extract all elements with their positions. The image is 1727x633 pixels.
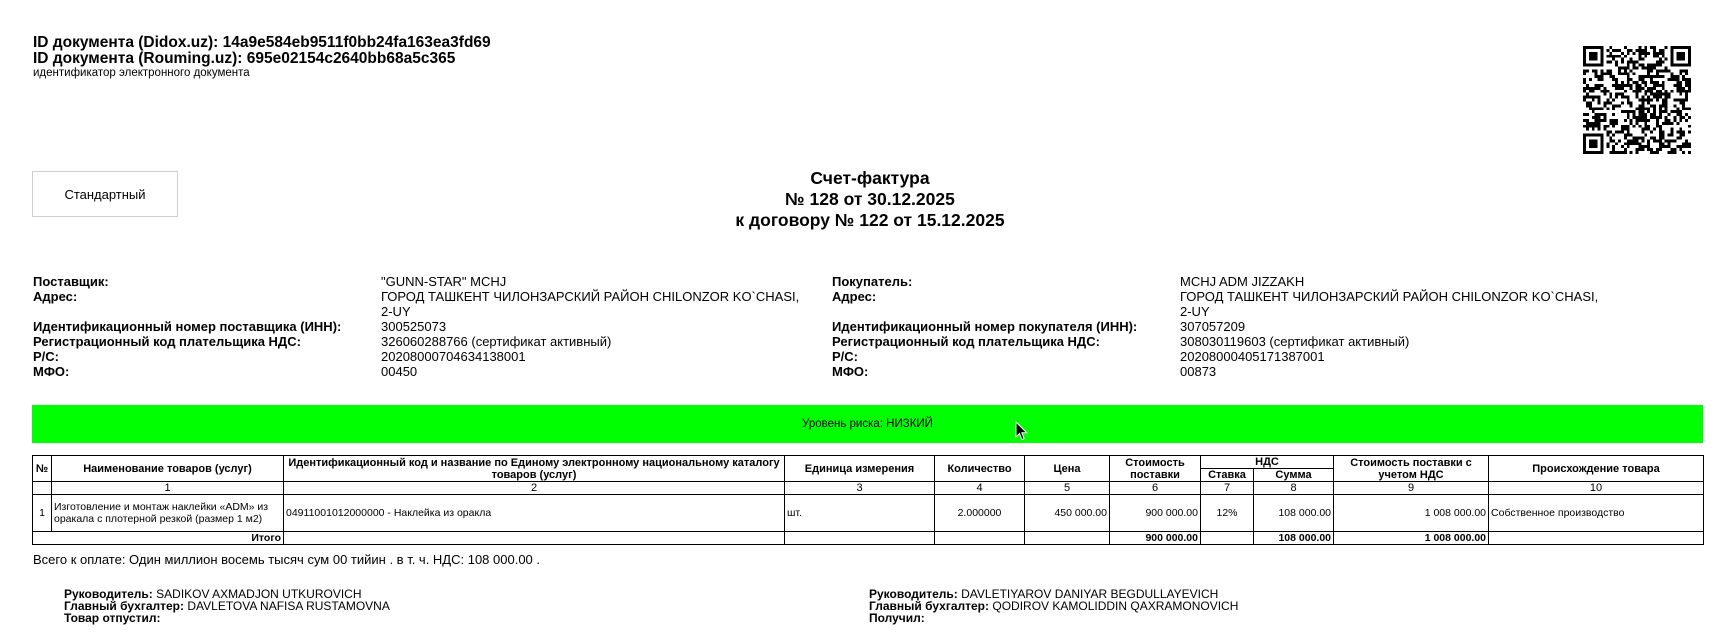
buyer-value: ГОРОД ТАШКЕНТ ЧИЛОНЗАРСКИЙ РАЙОН CHILONZOR KO`CHASI, 2-UY — [1180, 289, 1599, 319]
cell-cost: 900 000.00 — [1110, 495, 1201, 532]
received-label: Получил: — [869, 611, 925, 625]
col-header-name: Наименование товаров (услуг) — [52, 456, 284, 482]
seller-value: ГОРОД ТАШКЕНТ ЧИЛОНЗАРСКИЙ РАЙОН CHILONZOR KO`CHASI, 2-UY — [381, 289, 800, 319]
cell-unit: шт. — [785, 495, 935, 532]
director-label: Руководитель: — [64, 587, 153, 601]
accountant-name: DAVLETOVA NAFISA RUSTAMOVNA — [187, 599, 390, 613]
seller-value: 00450 — [381, 364, 418, 379]
column-number-empty — [33, 482, 52, 495]
buyer-value: 307057209 — [1180, 319, 1246, 334]
column-number: 7 — [1201, 482, 1254, 495]
cell-qty: 2.000000 — [935, 495, 1025, 532]
column-number: 5 — [1025, 482, 1110, 495]
director-label: Руководитель: — [869, 587, 958, 601]
qr-code — [1583, 46, 1691, 154]
id-caption: идентификатор электронного документа — [33, 67, 250, 79]
totals-label: Итого — [33, 532, 284, 545]
buyer-row — [832, 334, 1600, 349]
table-row — [33, 495, 1704, 532]
col-header-price: Цена — [1025, 456, 1110, 482]
col-header-vat-sum: Сумма — [1254, 469, 1334, 482]
risk-level-banner — [32, 405, 1703, 443]
buyer-label: МФО: — [832, 364, 869, 379]
seller-signatures — [64, 588, 390, 624]
buyer-row — [832, 364, 1600, 379]
column-number: 9 — [1334, 482, 1489, 495]
seller-value: "GUNN-STAR" MCHJ — [381, 274, 507, 289]
buyer-value: 20208000405171387001 — [1180, 349, 1325, 364]
cell-vat-rate: 12% — [1201, 495, 1254, 532]
cell-vat-sum: 108 000.00 — [1254, 495, 1334, 532]
table-header-row — [33, 456, 1704, 469]
seller-value: 326060288766 (сертификат активный) — [381, 334, 612, 349]
buyer-label: Покупатель: — [832, 274, 913, 289]
seller-label: МФО: — [33, 364, 70, 379]
column-number: 6 — [1110, 482, 1201, 495]
document-type-badge: Стандартный — [32, 171, 178, 217]
seller-label: Адрес: — [33, 289, 78, 304]
seller-row — [33, 364, 801, 379]
seller-row — [33, 319, 801, 334]
seller-label: Регистрационный код плательщика НДС: — [33, 334, 301, 349]
seller-row — [33, 349, 801, 364]
col-header-origin: Происхождение товара — [1489, 456, 1704, 482]
buyer-value: 308030119603 (сертификат активный) — [1180, 334, 1410, 349]
column-number: 2 — [284, 482, 785, 495]
risk-level-text: Уровень риска: НИЗКИЙ — [802, 418, 933, 430]
title-number: № 128 от 30.12.2025 — [785, 189, 955, 209]
accountant-name: QODIROV KAMOLIDDIN QAXRAMONOVICH — [992, 599, 1239, 613]
qr-modules — [1583, 46, 1691, 154]
cell-code: 04911001012000000 - Наклейка из оракла — [284, 495, 785, 532]
accountant-label: Главный бухгалтер: — [869, 599, 990, 613]
buyer-row — [832, 319, 1600, 334]
seller-value: 20208000704634138001 — [381, 349, 526, 364]
cell-price: 450 000.00 — [1025, 495, 1110, 532]
document-ids — [33, 35, 491, 79]
buyer-row — [832, 289, 1600, 319]
buyer-row — [832, 349, 1600, 364]
buyer-label: Регистрационный код плательщика НДС: — [832, 334, 1100, 349]
rouming-id-line — [33, 51, 491, 67]
didox-id-label: ID документа (Didox.uz): — [33, 34, 219, 51]
buyer-value: MCHJ ADM JIZZAKH — [1180, 274, 1305, 289]
didox-id-line — [33, 35, 491, 51]
director-name: SADIKOV AXMADJON UTKUROVICH — [156, 587, 362, 601]
cell-no: 1 — [33, 495, 52, 532]
released-label: Товар отпустил: — [64, 611, 161, 625]
buyer-signatures — [869, 588, 1238, 624]
col-header-no: № — [33, 456, 52, 482]
title-name: Счет-фактура — [810, 168, 930, 188]
seller-row — [33, 289, 801, 319]
buyer-block — [832, 274, 1600, 379]
rouming-id-value: 695e02154c2640bb68a5c365 — [246, 50, 456, 67]
seller-label: Идентификационный номер поставщика (ИНН): — [33, 319, 342, 334]
cell-total: 1 008 000.00 — [1334, 495, 1489, 532]
mouse-cursor-icon — [1015, 421, 1029, 441]
totals-vat-sum: 108 000.00 — [1254, 532, 1334, 545]
column-number: 4 — [935, 482, 1025, 495]
col-header-cost: Стоимость поставки — [1110, 456, 1201, 482]
col-header-qty: Количество — [935, 456, 1025, 482]
col-header-code: Идентификационный код и название по Единому электронному национальному каталогу товаров (услуг) — [284, 456, 785, 482]
buyer-row — [832, 274, 1600, 289]
column-number: 1 — [52, 482, 284, 495]
column-number: 8 — [1254, 482, 1334, 495]
seller-label: Поставщик: — [33, 274, 109, 289]
col-header-vat-rate: Ставка — [1201, 469, 1254, 482]
buyer-label: Р/С: — [832, 349, 858, 364]
title-contract: к договору № 122 от 15.12.2025 — [735, 210, 1005, 230]
totals-cost: 900 000.00 — [1110, 532, 1201, 545]
column-number: 3 — [785, 482, 935, 495]
buyer-label: Адрес: — [832, 289, 877, 304]
total-payable-text: Всего к оплате: Один миллион восемь тысяч сум 00 тийин . в т. ч. НДС: 108 000.00 . — [33, 552, 541, 567]
column-number: 10 — [1489, 482, 1704, 495]
cell-name: Изготовление и монтаж наклейки «ADM» из оракала с плотерной резкой (размер 1 м2) — [52, 495, 284, 532]
buyer-label: Идентификационный номер покупателя (ИНН): — [832, 319, 1138, 334]
seller-row — [33, 334, 801, 349]
seller-label: Р/С: — [33, 349, 59, 364]
document-title — [700, 168, 1040, 231]
items-table — [32, 455, 1704, 545]
totals-row — [33, 532, 1704, 545]
seller-value: 300525073 — [381, 319, 447, 334]
seller-block — [33, 274, 801, 379]
didox-id-value: 14a9e584eb9511f0bb24fa163ea3fd69 — [222, 34, 491, 51]
rouming-id-label: ID документа (Rouming.uz): — [33, 50, 243, 67]
col-header-total: Стоимость поставки с учетом НДС — [1334, 456, 1489, 482]
seller-row — [33, 274, 801, 289]
accountant-label: Главный бухгалтер: — [64, 599, 185, 613]
col-header-vat: НДС — [1201, 456, 1334, 469]
buyer-value: 00873 — [1180, 364, 1217, 379]
cell-origin: Собственное производство — [1489, 495, 1704, 532]
col-header-unit: Единица измерения — [785, 456, 935, 482]
director-name: DAVLETIYAROV DANIYAR BEGDULLAYEVICH — [961, 587, 1219, 601]
column-number-row — [33, 482, 1704, 495]
totals-total: 1 008 000.00 — [1334, 532, 1489, 545]
